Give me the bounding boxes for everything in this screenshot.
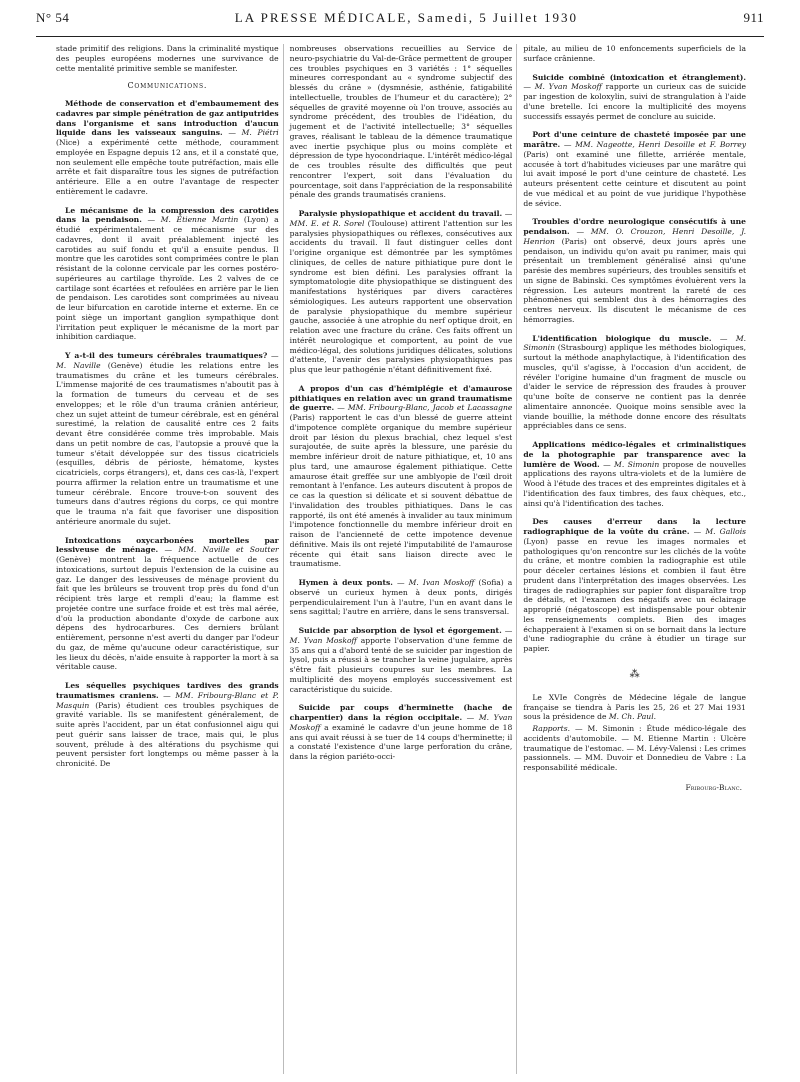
article-intoxications	[56, 536, 279, 673]
dash: —	[392, 578, 409, 587]
dash: —	[569, 227, 591, 236]
dash: —	[158, 690, 176, 700]
dash: —	[334, 403, 348, 413]
article-author: M. Gallois	[705, 527, 747, 536]
article-title: Hymen à deux ponts.	[298, 578, 393, 587]
article-title: Le mécanisme de la compression des carotides dans la pendaison.	[56, 205, 279, 225]
article-title: A propos d'un cas d'hémiplégie et d'amaurose pithiatiques en relation avec un grand traumatisme de guerre.	[289, 383, 513, 413]
article-suicide-combine	[523, 73, 746, 122]
article-author: MM. Fribourg-Blanc et P. Masquin	[56, 690, 279, 710]
article-title: Des causes d'erreur dans la lecture radiographique de la voûte du crâne.	[523, 517, 747, 536]
article-author: M. Yvan Moskoff	[289, 635, 357, 645]
article-title: Suicide combiné (intoxication et étranglement).	[532, 72, 747, 82]
dash: —	[523, 82, 535, 92]
article-paralysie	[290, 209, 513, 375]
article-author: M. Naville	[56, 360, 101, 370]
article-text: (Sofia) a observé un curieux hymen à deux ponts, dirigés perpendiculairement l'un à l'autre, l'un en avant dans le sens sagittal; l'autre en arrière, dans le sens transversal.	[289, 578, 513, 617]
article-lysol	[290, 626, 513, 694]
article-title: Suicide par coups d'herminette (hache de charpentier) dans la région occipitale.	[289, 703, 513, 722]
dash: —	[502, 209, 513, 218]
article-text: (Paris) ont examiné une fillette, arriérée mentale, accusée à tort d'habitudes vicieuses par une marâtre qui lui avait imposé le port d'une ceinture de chasteté. Les auteurs présentent cette ceinture et discutent au point de vue médical et au point de vue juridique l'hypothèse de sévice.	[523, 149, 747, 208]
article-herminette	[290, 703, 513, 762]
congress-notice	[523, 693, 746, 773]
author-signature: Fribourg-Blanc.	[685, 782, 743, 792]
article-author: M. Piétri	[241, 128, 279, 138]
dash: —	[599, 459, 615, 469]
dash: —	[711, 333, 736, 343]
article-lumiere-wood	[523, 440, 746, 508]
article-title: Port d'une ceinture de chasteté imposée par une marâtre.	[523, 130, 747, 149]
article-sequelles	[56, 681, 279, 769]
article-author: M. Étienne Martin	[160, 215, 239, 225]
article-title: L'identification biologique du muscle.	[532, 333, 712, 343]
article-text: (Paris) ont observé, deux jours après une pendaison, un individu qu'on avait pu ranimer, mais qui présentait un tremblement généralisé ainsi qu'une parésie des membres supérieurs, des troubles sensitifs et un signe de Babinski. Ces symptômes évoluèrent vers la régression. Les auteurs montrent la rareté de ces phénomènes qui semblent dus à des hémorragies des centres nerveux. Ils discutent le mécanisme de ces hémorragies.	[523, 236, 747, 324]
article-text: (Genève) étudie les relations entre les traumatismes du crâne et les tumeurs cérébrales. L'immense majorité de ces traumatismes n'aboutit pas à la formation de tumeurs du cerveau et de ses enveloppes; et le rôle d'un trauma crânien antérieur, chez un sujet atteint de tumeur cérébrale, est en général surestimé, la relation de causalité entre ces 2 faits devant être considérée comme très improbable. Mais dans un petit nombre de cas, l'autopsie a prouvé que la tumeur s'était développée sur des tissus cicatriciels (esquilles, débris de périoste, hématome, kystes cicatriciels, corps étrangers), et, dans ces cas-là, l'expert pourra affirmer la relation entre un traumatisme et une tumeur cérébrale. Encore trouve-t-on souvent des tumeurs dans d'autres régions du corps, ce qui montre que le trauma n'a fait que favoriser une disposition antérieure anormale du sujet.	[56, 360, 279, 526]
article-author: M. Yvan Moskoff	[289, 713, 513, 732]
article-text: (Genève) montrent la fréquence actuelle de ces intoxications, surtout depuis l'extension de la cuisine au gaz. Le danger des lessiveuses de ménage provient du fait que les brûleurs se trouvent trop près du fond d'un récipient très large et rempli d'eau; la flamme est projetée contre une surface froide et est très mal aérée, d'où la production abondante d'oxyde de carbone aux dépens des hydrocarbures. Ces derniers brûlant entièrement, personne n'est averti du danger par l'odeur du gaz, de même qu'aucune odeur caractéristique, sur les lieux du décès, n'aide ensuite à rapporter la mort à sa véritable cause.	[56, 555, 279, 672]
article-text: a examiné le cadavre d'un jeune homme de 18 ans qui avait réussi à se tuer de 14 coups d'herminette; il a constaté l'existence d'une large perforation du crâne, dans la région pariéto-occi-	[289, 722, 513, 761]
article-title: Les séquelles psychiques tardives des grands traumatismes craniens.	[56, 681, 279, 700]
article-title: Paralysie physiopathique et accident du travail.	[298, 209, 503, 218]
article-text: (Strasbourg) applique les méthodes biologiques, surtout la méthode anaphylactique, à l'identification des muscles, qu'il s'agisse, à l'occasion d'un accident, de révéler l'origine humaine d'un fragment de muscle ou d'aider le service de répression des fraudes à prouver qu'une boîte de conserve ne contient pas la denrée alimentaire annoncée. Quoique moins sensible avec la viande bouillie, la méthode donne encore des résultats appréciables dans ce sens.	[523, 343, 747, 431]
rapports-text: — M. Simonin : Étude médico-légale des accidents d'automobile. — M. Etienne Martin : Ulcère traumatique de l'estomac. — M. Lévy-Valensi : Les crimes passionnels. — MM. Duvoir et Donnedieu de Vabre : La responsabilité médicale.	[523, 724, 747, 772]
article-text: (Lyon) a étudié expérimentalement ce mécanisme sur des cadavres, dont il avait préalablement injecté les carotides au suif fondu et qu'il a ensuite pendus. Il montre que les carotides sont comprimées contre le plan résistant de la colonne cervicale par les cornes postéro-supérieures au cartilage thyroïde. Les 2 valves de ce cartilage sont écartées et refoulées en arrière par le lien de pendaison. Les carotides sont comprimées au niveau de leur bifurcation en carotide interne et externe. En ce point siège un important ganglion sympathique dont l'irritation peut expliquer le mécanisme de la mort par inhibition cardiaque.	[56, 215, 279, 342]
article-title: Méthode de conservation et d'embaumement des cadavres par simple pénétration de gaz antiputrides dans l'organisme et sans introduction d'aucun liquide dans les vaisseaux sanguins.	[56, 99, 279, 138]
column-2	[283, 44, 513, 1074]
journal-name: LA PRESSE MÉDICALE,	[234, 10, 413, 25]
dash: —	[222, 128, 242, 138]
article-title: Troubles d'ordre neurologique consécutifs à une pendaison.	[523, 217, 747, 236]
article-author: M. Simonin	[614, 459, 660, 469]
article-sequelles-continued	[290, 44, 513, 200]
section-heading: Communications.	[127, 81, 208, 91]
article-author: MM. Nageotte, Henri Desoille et F. Borrey	[575, 140, 747, 149]
dash: —	[560, 140, 576, 149]
article-radiographie	[523, 517, 746, 654]
dash: —	[158, 545, 179, 555]
article-author: MM. O. Crouzon, Henri Desoille, J. Henrion	[523, 227, 747, 246]
article-hemiplegie	[290, 384, 513, 569]
issue-date: Samedi, 5 Juillet 1930	[417, 10, 579, 25]
dash: —	[462, 713, 479, 722]
article-author: MM. Naville et Soutter	[178, 545, 279, 555]
column-3	[516, 44, 746, 1074]
article-title: Y a-t-il des tumeurs cérébrales traumatiques?	[65, 351, 268, 360]
article-title: Intoxications oxycarbonées mortelles par lessiveuse de ménage.	[56, 535, 279, 555]
issue-number: N° 54	[36, 10, 70, 25]
article-author: M. Simonin	[523, 333, 747, 353]
article-text: propose de nouvelles applications des rayons ultra-violets et de la lumière de Wood à l'étude des traces et des empreintes digitales et à l'identification des faux timbres, des faux chèques, etc., ainsi qu'à l'identification des taches.	[523, 459, 747, 508]
article-author: M. Ivan Moskoff	[408, 578, 475, 587]
article-text: (Nice) a expérimenté cette méthode, couramment employée en Espagne depuis 12 ans, et il a constaté que, non seulement elle empêche toute putréfaction, mais elle arrête et fait disparaître tous les signes de putréfaction antérieure. Elle a en outre l'avantage de respecter entièrement le cadavre.	[56, 138, 279, 196]
dash: —	[689, 527, 706, 536]
intro-paragraph: stade primitif des religions. Dans la criminalité mystique des peuples européens modernes une survivance de cette mentalité primitive semble se manifester.	[56, 44, 279, 73]
article-hymen	[290, 578, 513, 617]
congress-president: M. Ch. Paul.	[608, 712, 657, 722]
article-troubles-neuro	[523, 217, 746, 324]
article-text: (Paris) rapportent le cas d'un blessé de guerre atteint d'impotence complète organique du membre supérieur droit par lésion du plexus brachial, chez lequel s'est surajoutée, de suite après la blessure, une parésie du membre inférieur droit de nature pithiatique, et, 10 ans plus tard, une amaurose également pithiatique. Cette amaurose était greffée sur une amblyopie de l'œil droit remontant à l'enfance. Les auteurs discutent à propos de ce cas la question si délicate et si souvent débattue de l'invalidation des troubles pithiatiques. Dans le cas rapporté, ils ont été amenés à invalider au taux minimum l'impotence fonctionnelle du membre inférieur droit en raison de l'ancienneté de cette impotence devenue définitive. Mais ils ont rejeté l'imputabilité de l'amaurose récente qui était sans liaison directe avec le traumatisme.	[289, 413, 513, 569]
dash: —	[501, 626, 513, 635]
article-author: M. Yvan Moskoff	[534, 82, 602, 92]
article-text: rapporte un curieux cas de suicide par ingestion de koloxylin, suivi de strangulation à l'aide d'une bretelle. Ici encore la multiplicité des moyens successifs essayés permet de conclure au suicide.	[523, 82, 747, 121]
article-carotides	[56, 206, 279, 343]
article-text: pitale, au milieu de 10 enfoncements superficiels de la surface crânienne.	[523, 44, 747, 63]
article-columns	[56, 44, 746, 1074]
page-number: 911	[743, 10, 764, 25]
congress-text: Le XVIe Congrès de Médecine légale de langue française se tiendra à Paris les 25, 26 et 27 Mai 1931 sous la présidence de	[523, 692, 747, 722]
article-title: Applications médico-légales et criminalistiques de la photographie par transparence avec la lumière de Wood.	[523, 440, 747, 469]
page-header	[36, 10, 764, 37]
article-text: (Lyon) passe en revue les images normales et pathologiques qu'on rencontre sur les clichés de la voûte du crâne, et montre combien la radiographie est utile pour déceler certaines lésions et combien il faut être prudent dans l'interprétation des images observées. Les tirages de radiographies sur papier font disparaître trop de détails, et l'examen des négatifs avec un éclairage approprié (négatoscope) est indispensable pour obtenir les renseignements complets. Bien des images échapperaient à l'examen si on se bornait dans la lecture d'une radiographie du crâne à étudier un tirage sur papier.	[523, 536, 747, 653]
asterism-divider: ⁂	[629, 668, 640, 680]
article-author: MM. E. et R. Sorel	[289, 218, 365, 228]
article-herminette-continued	[523, 44, 746, 64]
dash: —	[141, 215, 161, 225]
column-1	[56, 44, 279, 1074]
article-text: (Paris) étudient ces troubles psychiques de gravité variable. Ils se manifestent généralement, de suite après l'accident, par un état confusionnel aigu qui peut guérir sans laisser de trace, mais qui, le plus souvent, prélude à des altérations du psychisme qui peuvent persister fort longtemps ou même passer à la chronicité. De	[56, 700, 279, 768]
journal-title	[235, 10, 578, 26]
article-muscle	[523, 334, 746, 432]
article-title: Suicide par absorption de lysol et égorgement.	[298, 626, 502, 635]
article-author: MM. Fribourg-Blanc, Jacob et Lacassagne	[347, 403, 513, 413]
dash: —	[267, 351, 279, 360]
article-text: apporte l'observation d'une femme de 35 ans qui a d'abord tenté de se suicider par ingestion de lysol, puis a réussi à se trancher la veine jugulaire, après s'être fait plusieurs coupures sur les membres. La multiplicité des moyens employés successivement est caractéristique du suicide.	[289, 635, 513, 694]
article-tumeurs	[56, 351, 279, 527]
article-text: nombreuses observations recueillies au Service de neuro-psychiatrie du Val-de-Grâce permettent de grouper ces troubles psychiques en 3 variétés : 1° séquelles mineures correspondant au « syndrome subjectif des blessés du crâne » (dysmnésie, asthénie, fatigabilité intellectuelle, troubles de l'humeur et du caractère); 2° séquelles de gravité moyenne où l'on trouve, associés au syndrome précédent, des troubles de l'idéation, du jugement et de l'activité intellectuelle; 3° séquelles graves, réalisant le tableau de la démence traumatique avec inertie psychique plus ou moins complète et dépression de type hyocondriaque. L'intérêt médico-légal de ces troubles résulte des difficultés que peut rencontrer l'expert, soit dans l'évaluation du pourcentage, soit dans l'appréciation de la responsabilité pénale des grands traumatisés craniens.	[289, 44, 513, 200]
article-text: (Toulouse) attirent l'attention sur les paralysies physiopathiques ou réflexes, consécutives aux accidents du travail. Il faut distinguer celles dont l'origine organique est démontrée par les symptômes cliniques, de celles de nature pithiatique pure dont le syndrome est bien défini. Les paralysies offrant la symptomatologie dite physiopathique se distinguent des manifestations hystériques par divers caractères sémiologiques. Les auteurs rapportent une observation de paralysie physiopathique du membre supérieur gauche, associée à une atrophie du nerf optique droit, en relation avec une fracture du crâne. Ces faits offrent un intérêt neurologique et comportent, au point de vue médico-légal, des solutions juridiques délicates, solutions d'attente, l'avenir des paralysies physiopathiques pas plus que leur pathogénie n'étant définitivement fixé.	[289, 218, 513, 374]
article-embaumement	[56, 99, 279, 197]
rapports-label: Rapports.	[532, 724, 571, 733]
article-ceinture	[523, 130, 746, 208]
